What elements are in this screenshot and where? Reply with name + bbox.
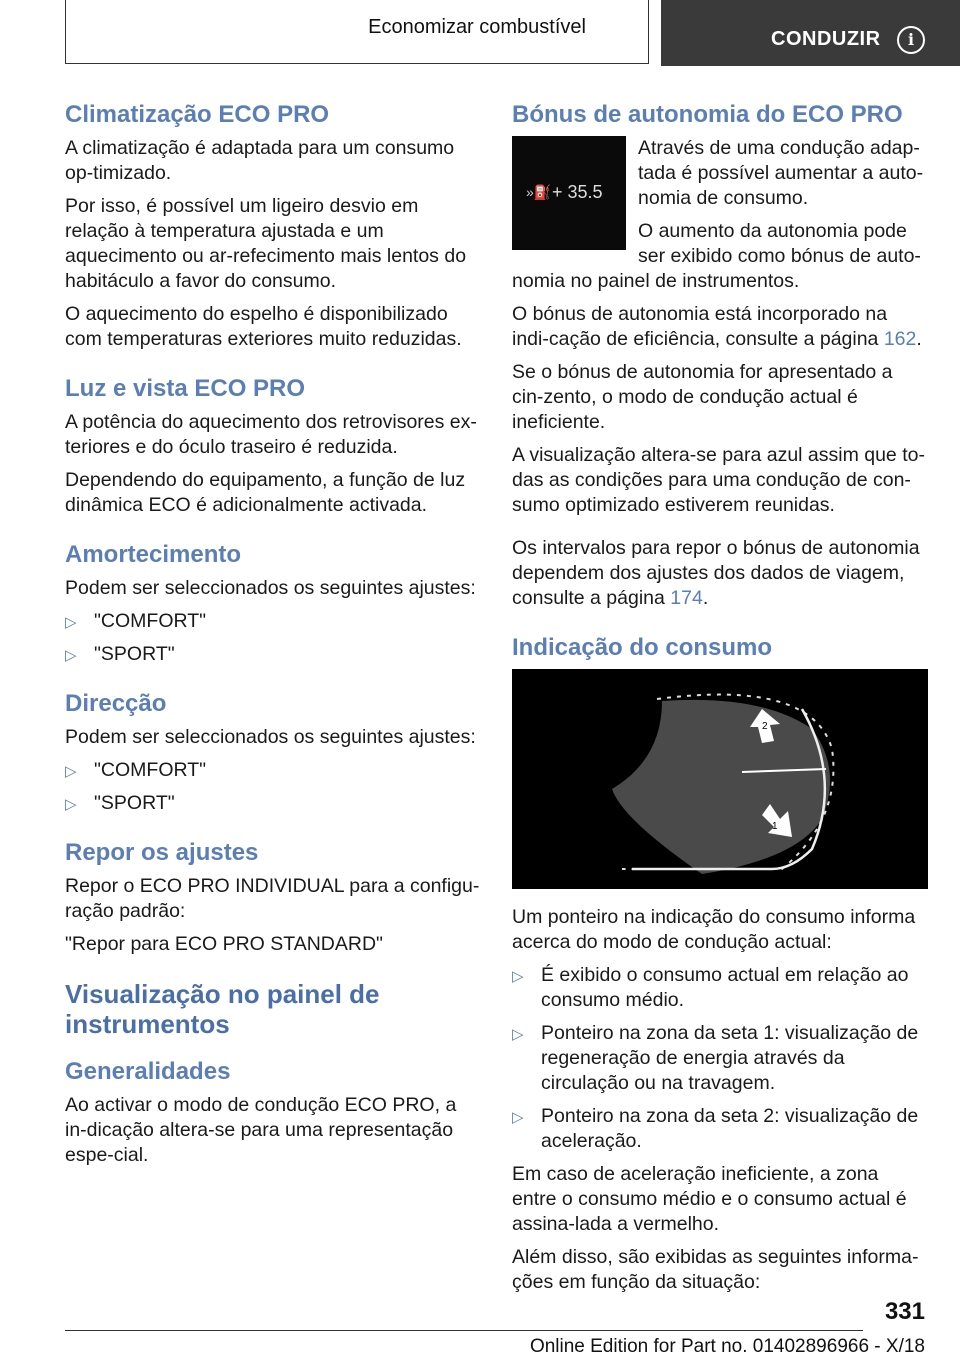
info-circle-icon[interactable]: i: [897, 26, 925, 54]
heading-repor: Repor os ajustes: [65, 839, 259, 866]
paragraph: Podem ser seleccionados os seguintes ajustes:: [65, 577, 476, 599]
paragraph: Se o bónus de autonomia for apresentado a cin‐zento, o modo de condução actual é ineficiente.: [512, 361, 893, 433]
paragraph: Através de uma condução adap‐tada é possível aumentar a auto‐nomia de consumo.: [638, 137, 924, 209]
paragraph: O aumento da autonomia pode ser exibido como bónus de auto‐nomia no painel de instrumentos.: [512, 220, 921, 292]
chapter-title: CONDUZIR: [771, 28, 881, 50]
svg-text:2: 2: [762, 721, 768, 732]
list-item: ▷ Ponteiro na zona da seta 2: visualização de aceleração.: [512, 1105, 919, 1152]
paragraph: A visualização altera-se para azul assim que to‐das as condições para uma condução de con‐sumo optimizado estiverem reunidas.: [512, 444, 925, 516]
footer-divider: [65, 1330, 863, 1331]
paragraph: A climatização é adaptada para um consumo op‐timizado.: [65, 137, 455, 184]
heading-bonus: Bónus de autonomia do ECO PRO: [512, 101, 903, 128]
triangle-bullet-icon: ▷: [512, 968, 524, 985]
paragraph: Os intervalos para repor o bónus de autonomia dependem dos ajustes dos dados de viagem, consulte a página 174.: [512, 537, 920, 609]
list-item: ▷ "SPORT": [65, 791, 481, 816]
triangle-bullet-icon: ▷: [65, 647, 77, 664]
fuel-pump-arrow-icon: »⛽: [526, 184, 552, 200]
chapter-tab: [661, 0, 960, 66]
paragraph: Dependendo do equipamento, a função de luz dinâmica ECO é adicionalmente activada.: [65, 469, 466, 516]
paragraph: "Repor para ECO PRO STANDARD": [65, 933, 383, 955]
svg-text:1: 1: [772, 821, 778, 832]
heading-visualizacao: Visualização no painel de instrumentos: [65, 979, 380, 1039]
paragraph: Por isso, é possível um ligeiro desvio em relação à temperatura ajustada e um aquecimento ou ar‐refecimento mais lentos do habitáculo a favor do consumo.: [65, 195, 467, 292]
paragraph: O bónus de autonomia está incorporado na indi‐cação de eficiência, consulte a página 162.: [512, 303, 922, 350]
heading-climatizacao: Climatização ECO PRO: [65, 101, 330, 128]
paragraph: Em caso de aceleração ineficiente, a zona entre o consumo médio e o consumo actual é assina‐lada a vermelho.: [512, 1163, 907, 1235]
page-link[interactable]: 174: [670, 587, 703, 609]
list-item: ▷ É exibido o consumo actual em relação ao consumo médio.: [512, 964, 909, 1011]
paragraph: A potência do aquecimento dos retrovisores ex‐teriores e do óculo traseiro é reduzida.: [65, 411, 477, 458]
list-item: ▷ "SPORT": [65, 642, 481, 667]
heading-generalidades: Generalidades: [65, 1058, 231, 1085]
triangle-bullet-icon: ▷: [65, 614, 77, 631]
consumption-gauge-image: [512, 669, 928, 889]
triangle-bullet-icon: ▷: [65, 796, 77, 813]
paragraph: Repor o ECO PRO INDIVIDUAL para a configu‐ração padrão:: [65, 875, 480, 922]
paragraph: O aquecimento do espelho é disponibilizado com temperaturas exteriores muito reduzidas.: [65, 303, 462, 350]
list-amortecimento: [65, 609, 481, 667]
section-tab: [65, 0, 649, 64]
heading-direccao: Direcção: [65, 690, 167, 717]
list-direccao: [65, 758, 481, 816]
list-indicacao: [512, 963, 928, 1154]
page-footer: [0, 1290, 960, 1362]
left-column: [65, 100, 481, 1176]
paragraph: Um ponteiro na indicação do consumo informa acerca do modo de condução actual:: [512, 906, 916, 953]
page-number: 331: [884, 1298, 925, 1325]
triangle-bullet-icon: ▷: [512, 1026, 524, 1043]
page-header: [0, 0, 960, 66]
paragraph: Ao activar o modo de condução ECO PRO, a in‐dicação altera-se para uma representação espe‐cial.: [65, 1094, 457, 1166]
heading-luz: Luz e vista ECO PRO: [65, 375, 306, 402]
edition-text: Online Edition for Part no. 01402896966 - X/18: [529, 1336, 925, 1357]
paragraph: Além disso, são exibidas as seguintes informa‐ções em função da situação:: [512, 1246, 919, 1293]
list-item: ▷ Ponteiro na zona da seta 1: visualização de regeneração de energia através da circulação ou na travagem.: [512, 1022, 919, 1094]
heading-indicacao: Indicação do consumo: [512, 634, 773, 661]
heading-amortecimento: Amortecimento: [65, 541, 242, 568]
section-title: Economizar combustível: [368, 16, 586, 38]
page-link[interactable]: 162: [883, 328, 917, 350]
range-bonus-image: [512, 136, 626, 250]
list-item: ▷ "COMFORT": [65, 609, 481, 634]
list-item: ▷ "COMFORT": [65, 758, 481, 783]
right-column: [512, 100, 928, 1303]
paragraph: Podem ser seleccionados os seguintes ajustes:: [65, 726, 476, 748]
range-bonus-value: + 35.5: [552, 182, 603, 202]
triangle-bullet-icon: ▷: [512, 1109, 524, 1126]
triangle-bullet-icon: ▷: [65, 763, 77, 780]
